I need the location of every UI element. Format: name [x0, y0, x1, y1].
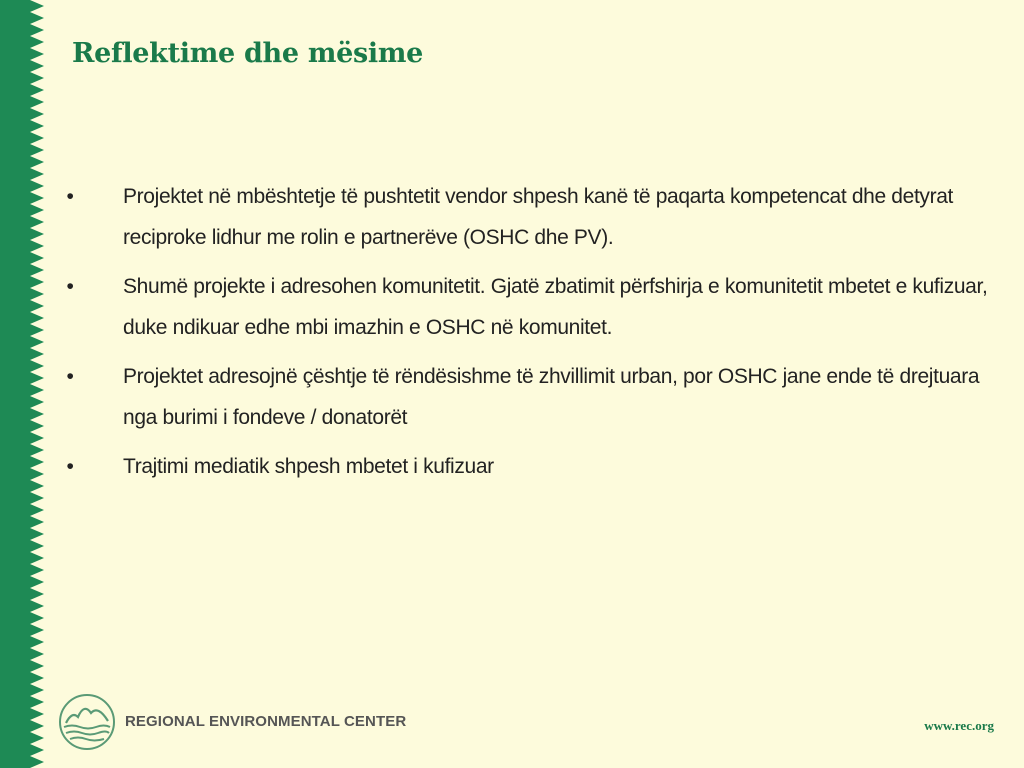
- bullet-text: Projektet adresojnë çështje të rëndësishme të zhvillimit urban, por OSHC jane ende të drejtuara nga burimi i fondeve / donatorët: [123, 365, 980, 429]
- bullet-item: [62, 446, 997, 487]
- organization-name: REGIONAL ENVIRONMENTAL CENTER: [125, 713, 407, 730]
- bullet-text: Trajtimi mediatik shpesh mbetet i kufizuar: [123, 455, 494, 478]
- bullet-marker: •: [66, 185, 74, 208]
- website-link[interactable]: www.rec.org: [924, 718, 994, 733]
- rec-landscape-logo-icon: [58, 693, 116, 751]
- bullet-marker: •: [66, 455, 74, 478]
- decorative-zigzag-stripe: [0, 0, 46, 768]
- bullet-marker: •: [66, 275, 74, 298]
- bullet-text: Projektet në mbështetje të pushtetit vendor shpesh kanë të paqarta kompetencat dhe detyrat reciproke lidhur me rolin e partnerëve (OSHC dhe PV).: [123, 185, 954, 249]
- bullet-text: Shumë projekte i adresohen komunitetit. Gjatë zbatimit përfshirja e komunitetit mbetet e kufizuar, duke ndikuar edhe mbi imazhin e OSHC në komunitet.: [123, 275, 988, 339]
- bullet-marker: •: [66, 365, 74, 388]
- bullet-item: [62, 356, 997, 438]
- bullet-item: [62, 266, 997, 348]
- slide-title: Reflektime dhe mësime: [72, 38, 423, 69]
- bullet-list: [62, 176, 997, 495]
- bullet-item: [62, 176, 997, 258]
